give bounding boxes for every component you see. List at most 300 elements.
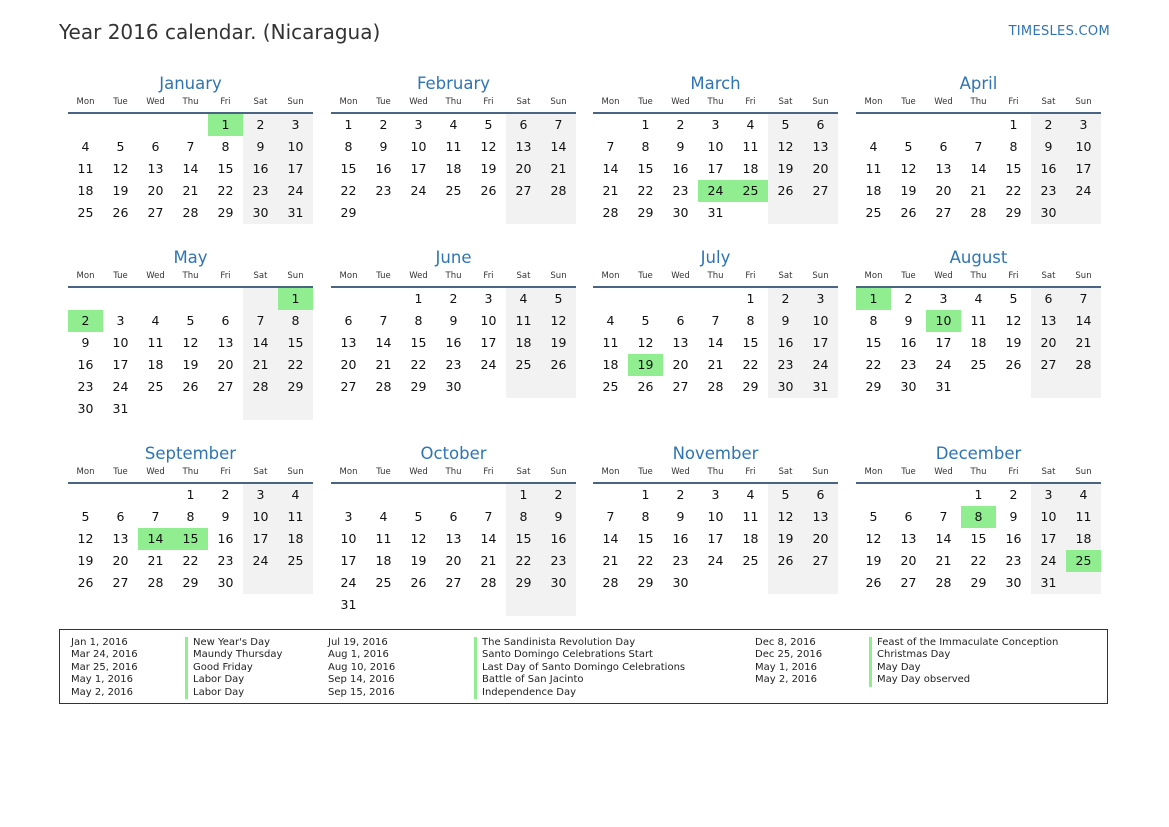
day-cell: 18 (970, 335, 987, 350)
day-cell: 9 (904, 313, 913, 328)
day-cell: 4 (746, 117, 755, 132)
day-cell: 30 (1005, 575, 1022, 590)
weekday-label: Fri (220, 97, 231, 107)
weekday-header (856, 465, 1101, 479)
day-cell: 21 (541, 158, 576, 180)
day-cell: 13 (803, 506, 838, 528)
weekday-label: Mon (601, 467, 620, 477)
day-cell: 11 (970, 313, 987, 328)
day-cell: 27 (803, 180, 838, 202)
day-cell: 19 (900, 183, 917, 198)
day-cell: 7 (243, 310, 278, 332)
day-cell: 4 (379, 509, 388, 524)
holiday-date: Jul 19, 2016 (328, 637, 388, 648)
day-cell: 10 (340, 531, 357, 546)
day-cell: 14 (602, 531, 619, 546)
day-cell: 3 (803, 288, 838, 310)
day-cell: 23 (1031, 180, 1066, 202)
empty-cell (103, 484, 138, 506)
day-cell: 14 (1066, 310, 1101, 332)
day-cell: 11 (742, 509, 759, 524)
day-cell: 15 (506, 528, 541, 550)
day-cell: 7 (606, 509, 615, 524)
day-cell: 13 (900, 531, 917, 546)
weekday-label: Tue (901, 271, 916, 281)
day-cell: 4 (278, 484, 313, 506)
holiday-name: The Sandinista Revolution Day (474, 637, 635, 650)
empty-cell (506, 202, 541, 224)
day-cell: 16 (1031, 158, 1066, 180)
day-cell: 4 (449, 117, 458, 132)
day-cell: 28 (935, 575, 952, 590)
day-cell: 7 (939, 509, 948, 524)
day-cell: 26 (480, 183, 497, 198)
day-cell: 2 (379, 117, 388, 132)
day-cell: 5 (904, 139, 913, 154)
brand-link[interactable]: TIMESLES.COM (1008, 24, 1110, 39)
day-cell: 14 (541, 136, 576, 158)
day-grid (593, 288, 838, 398)
day-cell: 21 (1066, 332, 1101, 354)
weekday-label: Mon (76, 97, 95, 107)
weekday-header (593, 465, 838, 479)
weekday-label: Mon (339, 97, 358, 107)
weekday-label: Mon (76, 467, 95, 477)
weekday-label: Thu (445, 97, 462, 107)
day-cell: 16 (217, 531, 234, 546)
day-cell: 15 (278, 332, 313, 354)
empty-cell (768, 202, 803, 224)
day-cell: 31 (707, 205, 724, 220)
day-cell: 5 (641, 313, 650, 328)
day-cell: 27 (1031, 354, 1066, 376)
weekday-label: Wed (409, 271, 428, 281)
day-grid (68, 114, 313, 224)
day-cell: 12 (112, 161, 129, 176)
day-cell: 1 (746, 291, 755, 306)
day-cell: 16 (243, 158, 278, 180)
weekday-label: Fri (220, 467, 231, 477)
day-cell: 12 (1005, 313, 1022, 328)
day-cell: 24 (803, 354, 838, 376)
day-cell: 20 (506, 158, 541, 180)
weekday-label: Tue (113, 97, 128, 107)
empty-cell (1031, 376, 1066, 398)
day-cell: 24 (935, 357, 952, 372)
day-cell: 18 (147, 357, 164, 372)
day-cell: 8 (746, 313, 755, 328)
day-cell: 22 (637, 183, 654, 198)
day-cell: 29 (217, 205, 234, 220)
weekday-label: Mon (339, 271, 358, 281)
weekday-header (856, 95, 1101, 109)
month-april (856, 73, 1101, 224)
weekday-label: Sun (812, 97, 829, 107)
empty-cell (243, 398, 278, 420)
month-january (68, 73, 313, 224)
weekday-label: Sat (778, 97, 793, 107)
day-cell: 15 (865, 335, 882, 350)
empty-cell (663, 288, 698, 310)
empty-cell (138, 288, 173, 310)
day-cell: 31 (1031, 572, 1066, 594)
weekday-label: Thu (970, 271, 987, 281)
day-cell: 24 (410, 183, 427, 198)
day-cell: 18 (865, 183, 882, 198)
day-cell: 10 (480, 313, 497, 328)
day-cell: 21 (480, 553, 497, 568)
day-cell: 22 (217, 183, 234, 198)
weekday-label: Tue (376, 467, 391, 477)
day-cell: 22 (182, 553, 199, 568)
day-cell: 4 (81, 139, 90, 154)
day-cell: 25 (742, 553, 759, 568)
holiday-date: Dec 25, 2016 (755, 649, 823, 661)
day-cell: 24 (707, 553, 724, 568)
holiday-name: May Day observed (869, 674, 970, 687)
month-name: October (420, 444, 487, 463)
weekday-label: Sat (253, 97, 268, 107)
day-cell: 2 (1009, 487, 1018, 502)
weekday-label: Fri (1008, 271, 1019, 281)
empty-cell (138, 114, 173, 136)
empty-cell (541, 594, 576, 616)
weekday-label: Tue (901, 97, 916, 107)
day-cell: 17 (112, 357, 129, 372)
day-cell: 18 (742, 531, 759, 546)
day-cell: 5 (414, 509, 423, 524)
month-may (68, 247, 313, 420)
day-cell: 6 (803, 114, 838, 136)
day-cell: 8 (221, 139, 230, 154)
holiday-date: May 1, 2016 (71, 674, 134, 686)
weekday-label: Tue (638, 97, 653, 107)
weekday-label: Sat (516, 97, 531, 107)
day-cell: 15 (410, 335, 427, 350)
day-cell: 27 (445, 575, 462, 590)
day-cell: 27 (900, 575, 917, 590)
weekday-label: Wed (671, 97, 690, 107)
day-cell: 3 (1066, 114, 1101, 136)
day-cell: 10 (1031, 506, 1066, 528)
day-cell: 21 (970, 183, 987, 198)
empty-cell (401, 484, 436, 506)
day-cell: 18 (375, 553, 392, 568)
day-cell: 7 (151, 509, 160, 524)
day-cell: 3 (278, 114, 313, 136)
day-cell: 25 (602, 379, 619, 394)
day-cell: 12 (410, 531, 427, 546)
day-cell: 14 (182, 161, 199, 176)
empty-cell (243, 288, 278, 310)
day-cell: 31 (112, 401, 129, 416)
day-cell: 1 (506, 484, 541, 506)
day-cell: 9 (379, 139, 388, 154)
day-cell: 19 (77, 553, 94, 568)
day-cell: 27 (147, 205, 164, 220)
day-cell: 1 (1009, 117, 1018, 132)
day-cell: 10 (707, 139, 724, 154)
day-cell: 9 (449, 313, 458, 328)
day-cell: 20 (112, 553, 129, 568)
day-cell: 8 (414, 313, 423, 328)
day-cell: 10 (278, 136, 313, 158)
day-cell: 3 (344, 509, 353, 524)
day-cell: 2 (904, 291, 913, 306)
day-cell: 25 (1066, 550, 1101, 572)
day-cell: 7 (379, 313, 388, 328)
weekday-label: Tue (901, 467, 916, 477)
day-cell: 4 (869, 139, 878, 154)
day-cell: 1 (344, 117, 353, 132)
empty-cell (698, 572, 733, 594)
day-cell: 26 (182, 379, 199, 394)
day-cell: 12 (77, 531, 94, 546)
day-cell: 26 (541, 354, 576, 376)
empty-cell (68, 114, 103, 136)
day-cell: 21 (243, 354, 278, 376)
weekday-label: Mon (601, 97, 620, 107)
empty-cell (366, 484, 401, 506)
day-cell: 16 (672, 531, 689, 546)
day-cell: 6 (803, 484, 838, 506)
weekday-label: Wed (934, 467, 953, 477)
day-cell: 13 (147, 161, 164, 176)
day-cell: 22 (742, 357, 759, 372)
day-cell: 6 (221, 313, 230, 328)
month-august (856, 247, 1101, 398)
day-grid (68, 288, 313, 420)
holiday-name: Good Friday (185, 662, 253, 675)
day-cell: 14 (970, 161, 987, 176)
day-cell: 29 (340, 205, 357, 220)
day-cell: 4 (746, 487, 755, 502)
month-name: April (959, 74, 998, 93)
weekday-label: Mon (601, 271, 620, 281)
day-cell: 14 (602, 161, 619, 176)
day-cell: 2 (449, 291, 458, 306)
day-cell: 13 (112, 531, 129, 546)
weekday-label: Sun (1075, 467, 1092, 477)
empty-cell (926, 114, 961, 136)
weekday-label: Sat (253, 271, 268, 281)
day-cell: 5 (541, 288, 576, 310)
day-cell: 6 (676, 313, 685, 328)
day-cell: 25 (970, 357, 987, 372)
day-cell: 25 (733, 180, 768, 202)
day-cell: 3 (243, 484, 278, 506)
day-cell: 13 (1031, 310, 1066, 332)
day-cell: 20 (340, 357, 357, 372)
day-cell: 7 (186, 139, 195, 154)
day-cell: 22 (637, 553, 654, 568)
day-cell: 11 (278, 506, 313, 528)
empty-cell (436, 202, 471, 224)
weekday-label: Wed (146, 97, 165, 107)
weekday-label: Fri (745, 271, 756, 281)
empty-cell (733, 202, 768, 224)
day-cell: 6 (151, 139, 160, 154)
day-cell: 8 (1009, 139, 1018, 154)
weekday-label: Tue (638, 271, 653, 281)
empty-cell (996, 376, 1031, 398)
empty-cell (926, 484, 961, 506)
day-cell: 8 (344, 139, 353, 154)
day-cell: 5 (81, 509, 90, 524)
day-cell: 9 (243, 136, 278, 158)
day-cell: 11 (506, 310, 541, 332)
day-cell: 4 (974, 291, 983, 306)
day-cell: 19 (182, 357, 199, 372)
empty-cell (1066, 572, 1101, 594)
day-cell: 28 (541, 180, 576, 202)
day-cell: 28 (602, 575, 619, 590)
weekday-label: Fri (483, 97, 494, 107)
day-cell: 17 (935, 335, 952, 350)
day-cell: 24 (340, 575, 357, 590)
day-cell: 19 (112, 183, 129, 198)
day-cell: 31 (278, 202, 313, 224)
day-cell: 28 (707, 379, 724, 394)
day-cell: 18 (77, 183, 94, 198)
empty-cell (856, 114, 891, 136)
day-cell: 21 (602, 553, 619, 568)
day-cell: 28 (182, 205, 199, 220)
day-cell: 12 (480, 139, 497, 154)
day-cell: 22 (1005, 183, 1022, 198)
weekday-header (331, 269, 576, 283)
day-cell: 23 (541, 550, 576, 572)
day-cell: 21 (707, 357, 724, 372)
day-cell: 8 (278, 310, 313, 332)
day-cell: 9 (1009, 509, 1018, 524)
day-cell: 3 (116, 313, 125, 328)
day-cell: 23 (375, 183, 392, 198)
day-cell: 12 (865, 531, 882, 546)
day-cell: 19 (768, 528, 803, 550)
day-cell: 31 (803, 376, 838, 398)
day-cell: 29 (506, 572, 541, 594)
day-grid (856, 114, 1101, 224)
day-cell: 29 (1005, 205, 1022, 220)
day-cell: 15 (1005, 161, 1022, 176)
day-cell: 14 (375, 335, 392, 350)
day-cell: 12 (182, 335, 199, 350)
day-cell: 19 (541, 332, 576, 354)
empty-cell (856, 484, 891, 506)
weekday-label: Wed (934, 97, 953, 107)
weekday-label: Wed (671, 467, 690, 477)
day-cell: 12 (768, 136, 803, 158)
weekday-header (331, 95, 576, 109)
day-cell: 22 (340, 183, 357, 198)
day-cell: 25 (77, 205, 94, 220)
day-cell: 27 (672, 379, 689, 394)
day-cell: 26 (112, 205, 129, 220)
day-cell: 29 (970, 575, 987, 590)
day-cell: 23 (672, 183, 689, 198)
day-cell: 30 (217, 575, 234, 590)
holiday-name: Independence Day (474, 687, 576, 700)
day-cell: 6 (939, 139, 948, 154)
day-cell: 18 (602, 357, 619, 372)
day-cell: 11 (742, 139, 759, 154)
empty-cell (961, 376, 996, 398)
weekday-label: Mon (864, 97, 883, 107)
day-cell: 22 (278, 354, 313, 376)
month-october (331, 443, 576, 616)
day-cell: 10 (707, 509, 724, 524)
day-cell: 14 (243, 332, 278, 354)
day-cell: 11 (147, 335, 164, 350)
empty-cell (891, 484, 926, 506)
day-cell: 26 (637, 379, 654, 394)
day-cell: 24 (480, 357, 497, 372)
weekday-label: Thu (182, 97, 199, 107)
day-cell: 11 (375, 531, 392, 546)
day-cell: 7 (484, 509, 493, 524)
holiday-name: Maundy Thursday (185, 649, 282, 662)
day-cell: 21 (935, 553, 952, 568)
day-cell: 11 (77, 161, 94, 176)
weekday-label: Wed (146, 271, 165, 281)
day-cell: 13 (217, 335, 234, 350)
day-cell: 6 (344, 313, 353, 328)
day-cell: 29 (865, 379, 882, 394)
day-cell: 15 (217, 161, 234, 176)
day-cell: 19 (865, 553, 882, 568)
empty-cell (471, 202, 506, 224)
day-cell: 5 (484, 117, 493, 132)
day-cell: 9 (541, 506, 576, 528)
day-cell: 20 (935, 183, 952, 198)
empty-cell (891, 114, 926, 136)
day-cell: 19 (480, 161, 497, 176)
holiday-name: Christmas Day (869, 649, 950, 662)
day-cell: 17 (480, 335, 497, 350)
weekday-label: Sun (287, 467, 304, 477)
empty-cell (628, 288, 663, 310)
day-grid (593, 114, 838, 224)
day-cell: 15 (970, 531, 987, 546)
day-cell: 29 (637, 575, 654, 590)
weekday-label: Sun (812, 467, 829, 477)
day-cell: 16 (541, 528, 576, 550)
day-cell: 28 (602, 205, 619, 220)
day-cell: 8 (506, 506, 541, 528)
day-cell: 10 (1066, 136, 1101, 158)
weekday-label: Sun (550, 271, 567, 281)
holiday-date: Sep 15, 2016 (328, 686, 395, 698)
empty-cell (366, 594, 401, 616)
empty-cell (593, 114, 628, 136)
empty-cell (541, 376, 576, 398)
weekday-label: Wed (146, 467, 165, 477)
holiday-name: Feast of the Immaculate Conception (869, 637, 1058, 650)
empty-cell (593, 484, 628, 506)
weekday-label: Sun (287, 271, 304, 281)
day-cell: 22 (506, 550, 541, 572)
day-cell: 24 (278, 180, 313, 202)
holiday-date: May 1, 2016 (755, 661, 818, 673)
day-cell: 8 (641, 139, 650, 154)
weekday-header (68, 465, 313, 479)
month-november (593, 443, 838, 594)
day-cell: 2 (768, 288, 803, 310)
day-cell: 20 (217, 357, 234, 372)
day-cell: 23 (77, 379, 94, 394)
day-cell: 21 (147, 553, 164, 568)
